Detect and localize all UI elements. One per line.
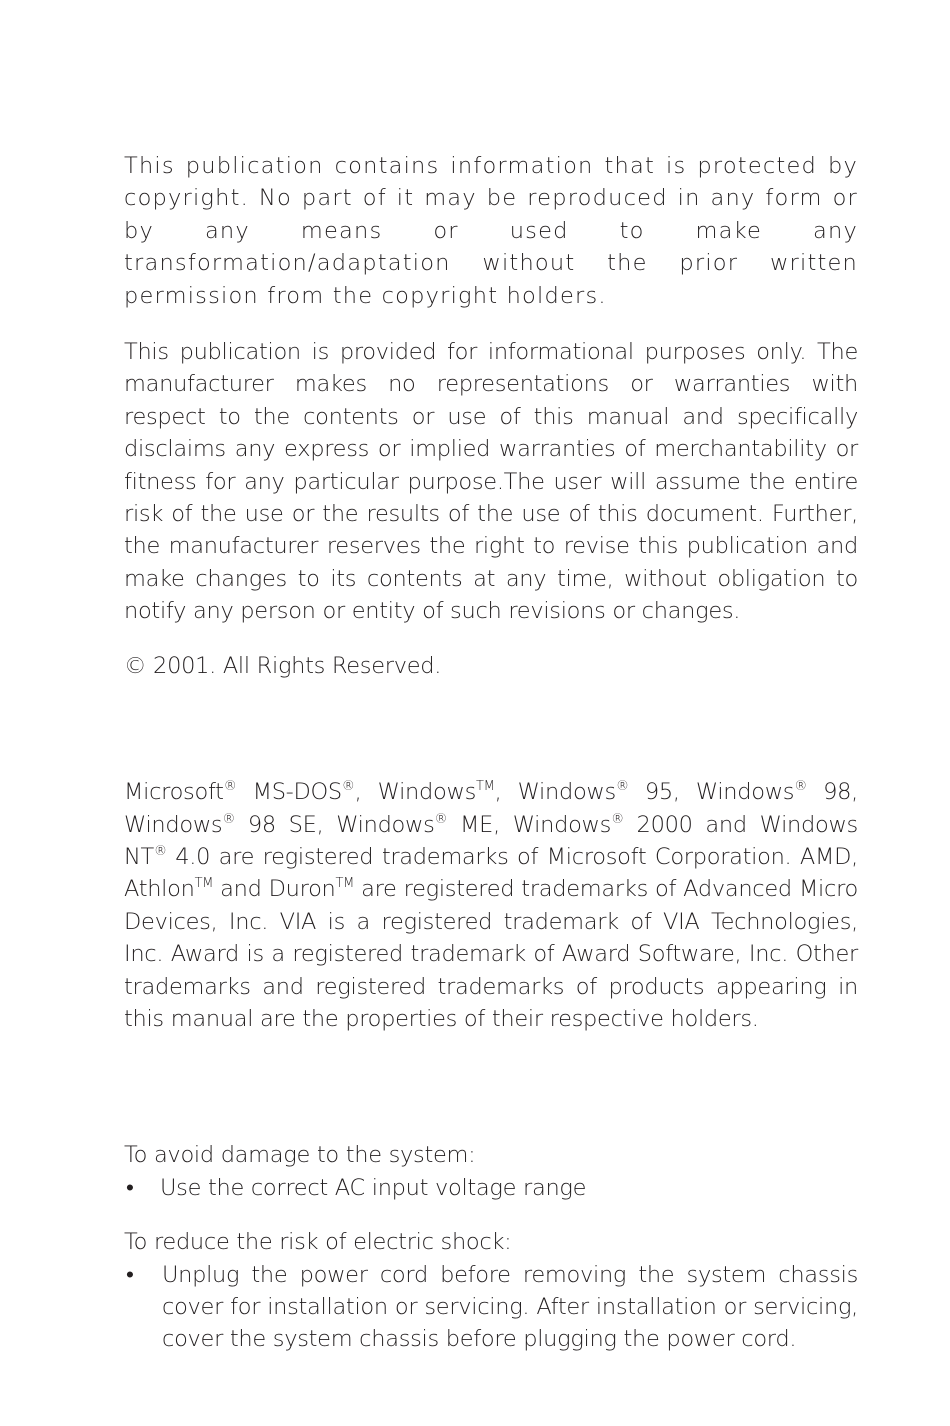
trademark-symbol: TM — [476, 779, 495, 795]
shock-intro: To reduce the risk of electric shock: — [124, 1229, 512, 1256]
trademark-symbol: ® — [222, 811, 236, 827]
trademark-text-segment: , Windows — [494, 779, 616, 806]
trademark-symbol: ® — [223, 779, 237, 795]
trademark-text-segment: and Duron — [213, 876, 336, 903]
trademark-symbol: ® — [615, 779, 629, 795]
trademark-text-segment: are registered trademarks of Advanced Micro Devices, Inc. VIA is a registered trademark of VIA Technologies, Inc. Award is a registered trademark of Award Software, Inc. Other trademarks and registered trademarks of products appearing in this manual are the properties of their respective holders. — [124, 876, 858, 1032]
trademark-text-segment: , Windows — [354, 779, 476, 806]
trademark-symbol: ® — [434, 811, 448, 827]
copyright-paragraph: This publication contains information that is protected by copyright. No part of it may be reproduced in any form or by any means or used to make any transformation/adaptation without the prior written permission from the copyright holders. — [124, 153, 858, 309]
shock-item-text: Unplug the power cord before removing the system chassis cover for installation or servicing. After installation or servicing, cover the system chassis before plugging the power cord. — [162, 1261, 858, 1353]
trademark-symbol: ® — [611, 811, 624, 827]
trademark-text-segment: 98, Windows — [124, 779, 858, 838]
damage-intro: To avoid damage to the system: — [124, 1142, 476, 1169]
document-page — [124, 150, 858, 1356]
trademarks-paragraph — [124, 776, 858, 1035]
trademark-text-segment: 2000 and Windows NT — [124, 811, 858, 870]
trademark-symbol: TM — [194, 876, 214, 892]
trademark-symbol: ® — [153, 843, 167, 859]
rights-reserved-line: © 2001. All Rights Reserved. — [124, 652, 442, 679]
trademark-symbol: TM — [335, 876, 355, 892]
bullet-glyph: • — [126, 1261, 134, 1288]
trademark-text-segment: 98 SE, Windows — [235, 811, 435, 838]
trademark-text-segment: 95, Windows — [628, 779, 795, 806]
trademark-text-segment: ME, Windows — [447, 811, 612, 838]
disclaimer-paragraph: This publication is provided for informational purposes only. The manufacturer makes no representations or warranties with respect to the contents or use of this manual and specifically disclaims any express or implied warranties of merchantability or fitness for any particular purpose.The user will assume the entire risk of the use or the results of the use of this document. Further, the manufacturer reserves the right to revise this publication and make changes to its contents at any time, without obligation to notify any person or entity of such revisions or changes. — [124, 339, 858, 625]
trademark-symbol: ® — [794, 779, 807, 795]
trademark-text-segment: 4.0 are registered trademarks of Microsoft Corporation. AMD, Athlon — [124, 843, 858, 903]
bullet-glyph: • — [126, 1174, 134, 1201]
trademark-symbol: ® — [341, 779, 355, 795]
shock-list-item — [124, 1259, 858, 1356]
damage-item-text: Use the correct AC input voltage range — [160, 1174, 587, 1201]
trademark-text-segment: MS-DOS — [236, 779, 342, 806]
trademark-text-segment: Microsoft — [124, 779, 224, 806]
damage-list-item — [124, 1172, 858, 1204]
